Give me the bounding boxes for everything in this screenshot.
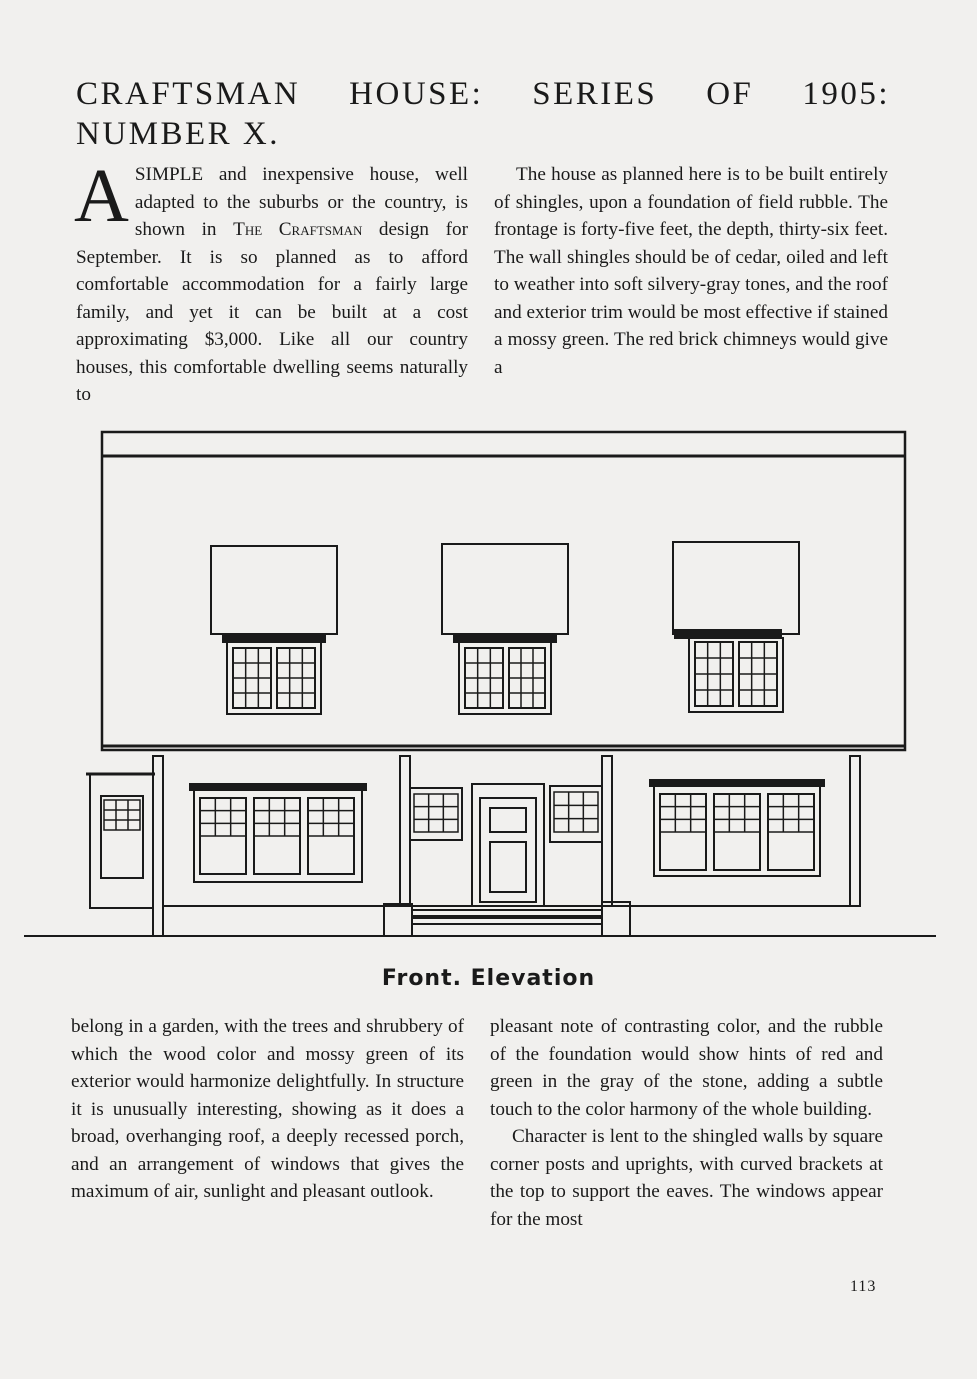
window-pane — [200, 798, 246, 836]
dormer-right — [673, 542, 799, 712]
column-4-paragraph-1: pleasant note of contrasting color, and the rubble of the foundation would show hints of red and green in the gray of the stone, adding a subtle touch to the color harmony of the whole building. — [490, 1016, 883, 1120]
window-pane — [308, 798, 354, 836]
article-title — [76, 74, 890, 154]
column-3 — [71, 1013, 464, 1206]
dormer-center — [442, 544, 568, 714]
post-middle — [400, 756, 410, 906]
window-pane — [554, 792, 598, 832]
window-pane — [414, 794, 458, 832]
dormer-left — [211, 546, 337, 714]
column-2 — [494, 161, 888, 381]
post-left — [153, 756, 163, 936]
page-number: 113 — [850, 1278, 877, 1295]
title-line-2: NUMBER X. — [76, 116, 281, 152]
title-line-1: CRAFTSMAN HOUSE: SERIES OF 1905: — [76, 76, 890, 112]
column-4 — [490, 1013, 883, 1233]
column-3-text: belong in a garden, with the trees and shrubbery of which the wood color and mossy green of its exterior would harmonize delightfully. In structure it is unusually interesting, showing as it does a broad, overhanging roof, a deeply recessed porch, and an arrangement of windows that gives the maximum of air, sunlight and pleasant outlook. — [71, 1016, 464, 1202]
column-1-text-b: design for September. It is so planned as to afford comfortable accommodation for a fairly large family, and yet it can be built at a cost approximating $3,000. Like all our country houses, this comfortable dwelling seems naturally to — [76, 219, 468, 405]
column-4-paragraph-2: Character is lent to the shingled walls by square corner posts and uprights, with curved brackets at the top to support the eaves. The windows appear for the most — [490, 1126, 883, 1230]
window-pane — [660, 794, 706, 832]
column-1-text-a: SIMPLE and inexpensive house, well adapted to the suburbs or the country, is shown in — [134, 164, 468, 240]
window-pane — [254, 798, 300, 836]
front-door — [472, 784, 544, 906]
window-pane — [768, 794, 814, 832]
post-far-right — [850, 756, 860, 906]
column-2-text: The house as planned here is to be built entirely of shingles, upon a foundation of field rubble. The frontage is forty-five feet, the depth, thirty-six feet. The wall shingles should be of cedar, oiled and left to weather into soft silvery-gray tones, and the roof and exterior trim would be most effective if stained a mossy green. The red brick chimneys would give a — [494, 164, 888, 378]
magazine-name: The Craftsman — [233, 219, 363, 240]
window-pane — [714, 794, 760, 832]
window-pane — [104, 800, 140, 830]
front-elevation-drawing — [20, 428, 940, 948]
column-1 — [74, 154, 468, 409]
post-right — [602, 756, 612, 906]
figure-caption: Front. Elevation — [381, 966, 596, 991]
drop-cap: A — [74, 154, 129, 238]
